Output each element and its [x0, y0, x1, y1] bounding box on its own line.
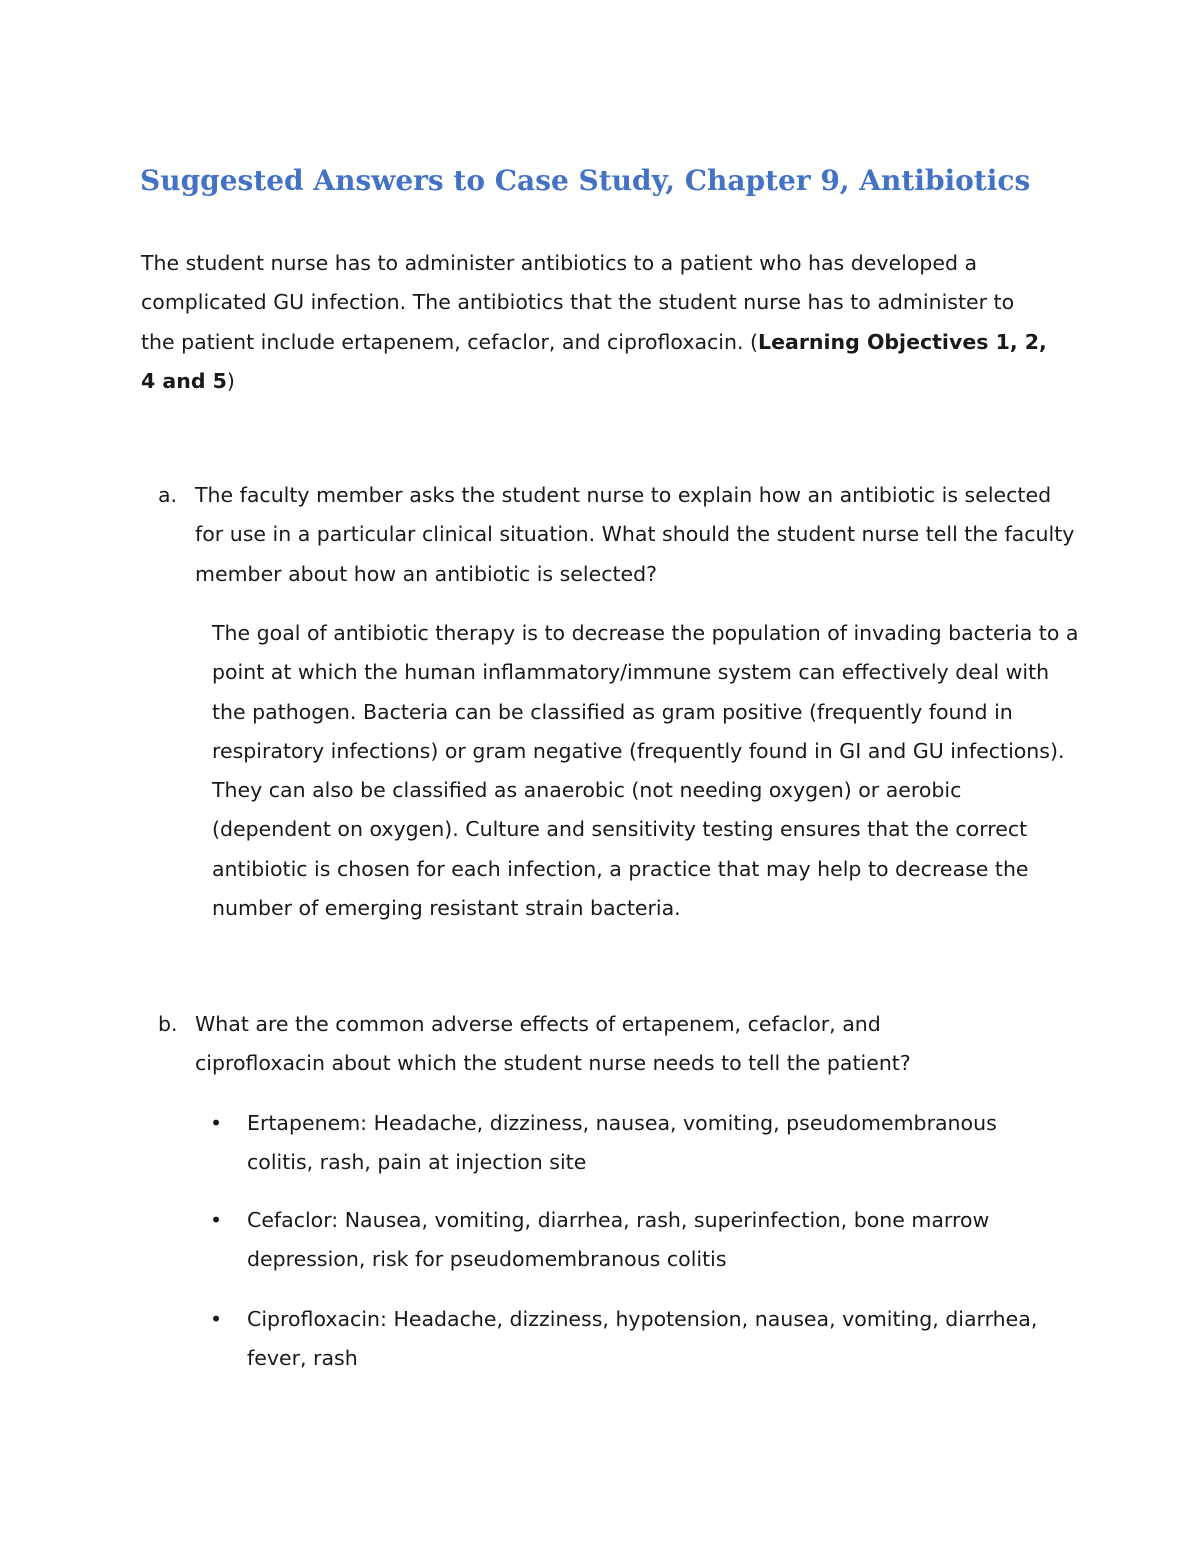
- intro-text: The student nurse has to administer antibiotics to a patient who has developed a complicated GU infection. The antibiotics that the student nurse has to administer to the patient include ertapenem, cefaclor, and ciprofloxacin. (: [141, 251, 1015, 354]
- bullet-icon: •: [210, 1111, 223, 1135]
- intro-closing: ): [226, 368, 235, 393]
- document-title: Suggested Answers to Case Study, Chapter 9, Antibiotics: [140, 164, 1031, 197]
- bullet-item-ertapenem: Ertapenem: Headache, dizziness, nausea, vomiting, pseudomembranous colitis, rash, pain at injection site: [247, 1111, 997, 1175]
- intro-paragraph: [141, 244, 1051, 401]
- question-a-label: a.: [158, 483, 178, 507]
- question-a-answer: The goal of antibiotic therapy is to decrease the population of invading bacteria to a point at which the human inflammatory/immune system can effectively deal with the pathogen. Bacteria can be classified as gram positive (frequently found in respiratory infections) or gram negative (frequently found in GI and GU infections). They can also be classified as anaerobic (not needing oxygen) or aerobic (dependent on oxygen). Culture and sensitivity testing ensures that the correct antibiotic is chosen for each infection, a practice that may help to decrease the number of emerging resistant strain bacteria.: [212, 621, 1079, 921]
- question-a-text: The faculty member asks the student nurse to explain how an antibiotic is selected for use in a particular clinical situation. What should the student nurse tell the faculty member about how an antibiotic is selected?: [195, 483, 1075, 586]
- question-b-text: What are the common adverse effects of ertapenem, cefaclor, and ciprofloxacin about which the student nurse needs to tell the patient?: [195, 1012, 911, 1076]
- question-b-label: b.: [158, 1012, 178, 1036]
- bullet-icon: •: [210, 1208, 223, 1232]
- bullet-item-ciprofloxacin: Ciprofloxacin: Headache, dizziness, hypotension, nausea, vomiting, diarrhea, fever, rash: [247, 1307, 1038, 1371]
- learning-objectives: Learning Objectives 1, 2, 4 and 5: [141, 329, 1047, 393]
- bullet-item-cefaclor: Cefaclor: Nausea, vomiting, diarrhea, rash, superinfection, bone marrow depression, risk for pseudomembranous colitis: [247, 1208, 990, 1272]
- bullet-icon: •: [210, 1307, 223, 1331]
